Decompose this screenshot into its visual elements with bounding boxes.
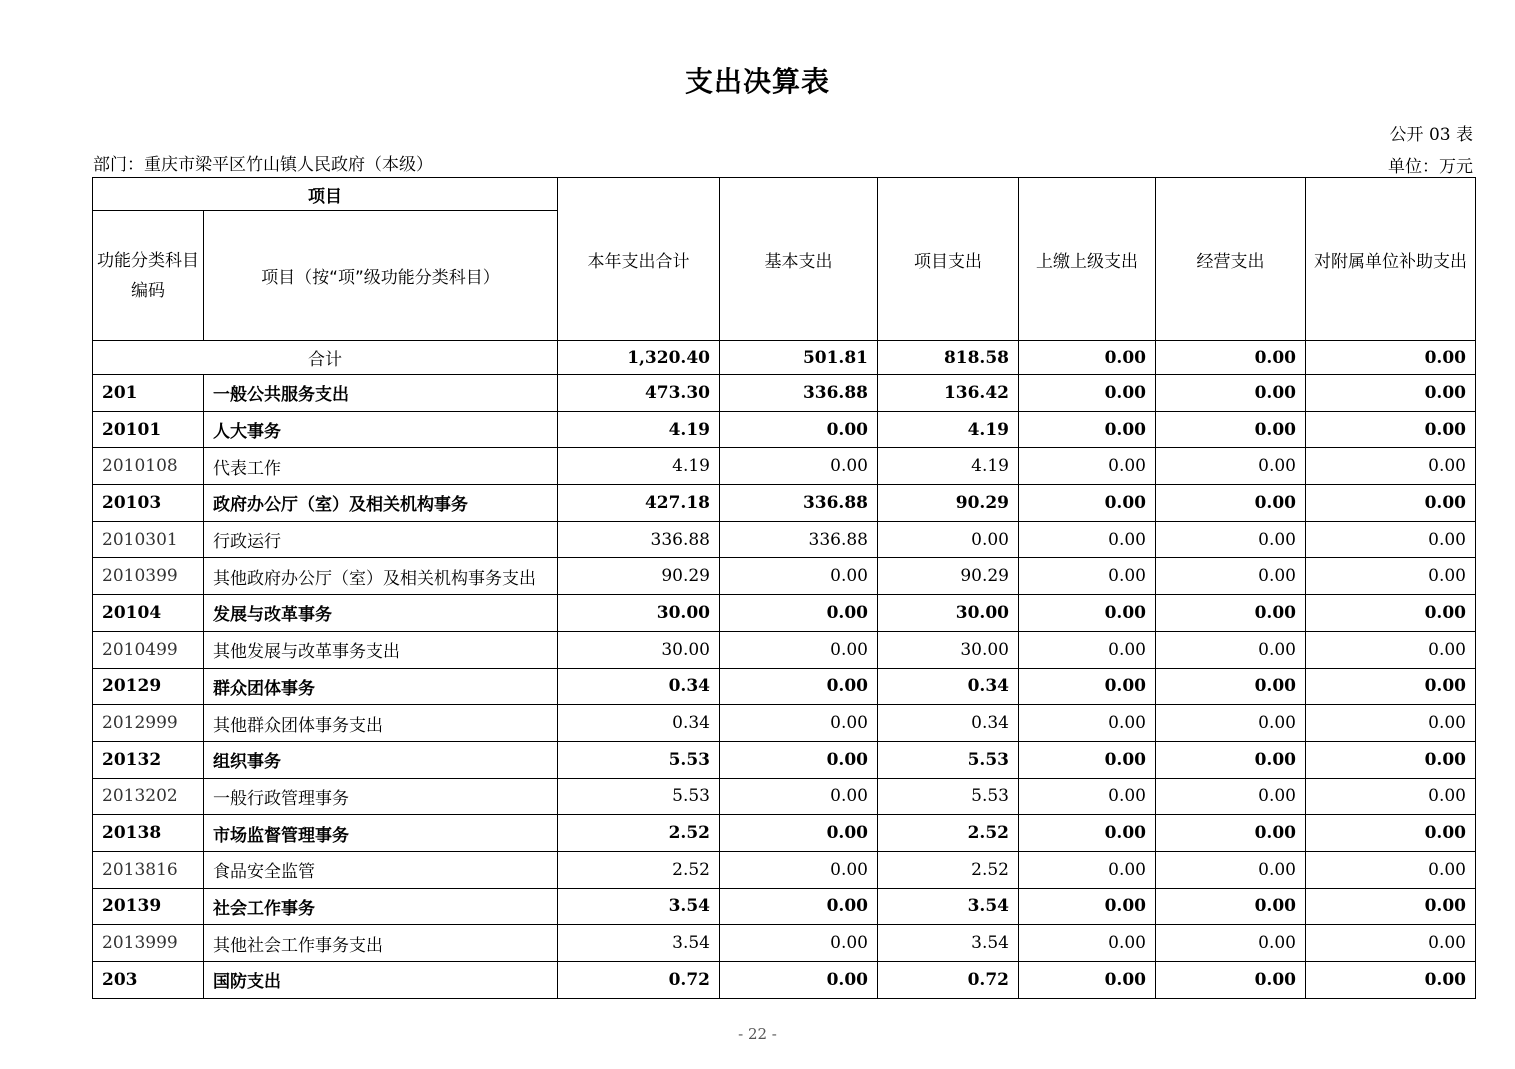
row-value: 0.00: [720, 631, 878, 668]
row-value: 3.54: [878, 888, 1019, 925]
row-code: 20132: [93, 741, 204, 778]
row-value: 2.52: [878, 851, 1019, 888]
table-row: [93, 815, 1476, 852]
row-value: 0.00: [720, 888, 878, 925]
row-code: 201: [93, 375, 204, 412]
row-value: 0.00: [720, 595, 878, 632]
row-value: 0.00: [1156, 485, 1306, 522]
row-value: 5.53: [558, 778, 720, 815]
row-name: 一般行政管理事务: [204, 778, 558, 815]
row-name: 代表工作: [204, 448, 558, 485]
row-value: 336.88: [720, 375, 878, 412]
row-value: 0.00: [1156, 925, 1306, 962]
row-name: 食品安全监管: [204, 851, 558, 888]
header-total: 本年支出合计: [558, 178, 720, 341]
row-value: 0.00: [1019, 595, 1156, 632]
row-name: 一般公共服务支出: [204, 375, 558, 412]
table-row: [93, 375, 1476, 412]
row-value: 4.19: [878, 448, 1019, 485]
row-value: 0.00: [1156, 851, 1306, 888]
row-value: 0.00: [1306, 485, 1476, 522]
table-body: [93, 341, 1476, 999]
row-value: 0.00: [1019, 448, 1156, 485]
row-code: 2013816: [93, 851, 204, 888]
row-value: 30.00: [558, 595, 720, 632]
total-cell: 1,320.40: [558, 341, 720, 375]
row-name: 发展与改革事务: [204, 595, 558, 632]
unit-label: 单位：万元: [1388, 157, 1473, 177]
row-code: 20139: [93, 888, 204, 925]
row-value: 0.00: [1306, 962, 1476, 999]
table-row: [93, 925, 1476, 962]
row-value: 0.00: [1306, 815, 1476, 852]
row-value: 5.53: [878, 741, 1019, 778]
row-value: 0.34: [558, 705, 720, 742]
table-row: [93, 485, 1476, 522]
row-value: 0.00: [1306, 705, 1476, 742]
row-value: 0.00: [1156, 741, 1306, 778]
row-value: 0.00: [1306, 521, 1476, 558]
row-value: 136.42: [878, 375, 1019, 412]
row-value: 30.00: [878, 595, 1019, 632]
row-value: 0.00: [1156, 375, 1306, 412]
row-value: 0.00: [1306, 851, 1476, 888]
row-value: 0.00: [1156, 411, 1306, 448]
row-name: 其他社会工作事务支出: [204, 925, 558, 962]
row-value: 0.00: [1306, 668, 1476, 705]
row-name: 人大事务: [204, 411, 558, 448]
total-cell: 0.00: [1306, 341, 1476, 375]
row-value: 0.00: [1306, 375, 1476, 412]
row-value: 30.00: [878, 631, 1019, 668]
row-value: 0.00: [878, 521, 1019, 558]
row-value: 0.00: [720, 741, 878, 778]
row-value: 336.88: [720, 521, 878, 558]
row-value: 0.72: [878, 962, 1019, 999]
row-code: 2013202: [93, 778, 204, 815]
row-name: 其他发展与改革事务支出: [204, 631, 558, 668]
table-row: [93, 595, 1476, 632]
table-row: [93, 411, 1476, 448]
row-value: 0.00: [720, 448, 878, 485]
row-value: 0.00: [1306, 741, 1476, 778]
table-row: [93, 741, 1476, 778]
row-value: 0.00: [1019, 375, 1156, 412]
row-value: 0.00: [720, 815, 878, 852]
table-row: [93, 962, 1476, 999]
row-value: 0.72: [558, 962, 720, 999]
row-value: 0.00: [1306, 595, 1476, 632]
row-name: 社会工作事务: [204, 888, 558, 925]
row-value: 2.52: [558, 815, 720, 852]
row-value: 3.54: [878, 925, 1019, 962]
total-cell: 0.00: [1156, 341, 1306, 375]
page-title: 支出决算表: [684, 65, 830, 98]
header-project-expense: 项目支出: [878, 178, 1019, 341]
row-value: 427.18: [558, 485, 720, 522]
row-value: 90.29: [878, 485, 1019, 522]
row-code: 2010108: [93, 448, 204, 485]
row-value: 0.00: [1019, 705, 1156, 742]
row-value: 0.00: [1306, 411, 1476, 448]
header-upper: 上缴上级支出: [1019, 178, 1156, 341]
total-label: 合计: [93, 341, 558, 375]
row-value: 0.34: [878, 668, 1019, 705]
row-name: 政府办公厅（室）及相关机构事务: [204, 485, 558, 522]
row-code: 2010399: [93, 558, 204, 595]
row-value: 0.00: [1019, 485, 1156, 522]
row-value: 0.00: [1156, 778, 1306, 815]
row-value: 0.00: [1019, 668, 1156, 705]
total-cell: 818.58: [878, 341, 1019, 375]
row-value: 0.00: [720, 851, 878, 888]
row-value: 0.00: [1019, 962, 1156, 999]
row-value: 3.54: [558, 888, 720, 925]
row-value: 473.30: [558, 375, 720, 412]
table-row: [93, 778, 1476, 815]
row-value: 4.19: [878, 411, 1019, 448]
row-value: 0.00: [1156, 668, 1306, 705]
table-row: [93, 851, 1476, 888]
header-subsidy: 对附属单位补助支出: [1306, 178, 1476, 341]
row-value: 336.88: [558, 521, 720, 558]
row-value: 0.00: [1019, 631, 1156, 668]
row-value: 0.00: [720, 668, 878, 705]
row-value: 0.34: [878, 705, 1019, 742]
row-code: 20104: [93, 595, 204, 632]
total-row: [93, 341, 1476, 375]
row-value: 0.00: [1156, 631, 1306, 668]
row-value: 0.00: [1019, 558, 1156, 595]
table-row: [93, 668, 1476, 705]
row-name: 其他政府办公厅（室）及相关机构事务支出: [204, 558, 558, 595]
row-value: 0.00: [720, 925, 878, 962]
header-project: 项目: [93, 178, 558, 211]
row-value: 0.00: [1156, 962, 1306, 999]
row-value: 0.00: [1306, 631, 1476, 668]
row-code: 203: [93, 962, 204, 999]
total-cell: 0.00: [1019, 341, 1156, 375]
row-value: 90.29: [558, 558, 720, 595]
row-value: 0.00: [1156, 558, 1306, 595]
row-code: 20103: [93, 485, 204, 522]
row-value: 5.53: [558, 741, 720, 778]
row-code: 20129: [93, 668, 204, 705]
row-value: 90.29: [878, 558, 1019, 595]
row-value: 2.52: [558, 851, 720, 888]
row-value: 0.00: [1156, 888, 1306, 925]
row-value: 0.00: [1019, 778, 1156, 815]
row-value: 0.00: [1019, 815, 1156, 852]
row-value: 0.00: [1019, 851, 1156, 888]
row-value: 30.00: [558, 631, 720, 668]
row-value: 0.00: [1019, 521, 1156, 558]
table-row: [93, 448, 1476, 485]
row-value: 0.00: [1306, 448, 1476, 485]
row-value: 0.00: [1156, 705, 1306, 742]
row-value: 2.52: [878, 815, 1019, 852]
row-value: 0.00: [720, 778, 878, 815]
header-name: 项目（按“项”级功能分类科目）: [204, 211, 558, 341]
table-row: [93, 705, 1476, 742]
row-name: 其他群众团体事务支出: [204, 705, 558, 742]
form-number: 公开 03 表: [1389, 125, 1473, 145]
row-value: 0.00: [1019, 925, 1156, 962]
row-value: 5.53: [878, 778, 1019, 815]
row-value: 0.00: [1306, 558, 1476, 595]
row-code: 2010301: [93, 521, 204, 558]
row-code: 2010499: [93, 631, 204, 668]
table-row: [93, 631, 1476, 668]
row-value: 0.00: [1306, 925, 1476, 962]
row-code: 2012999: [93, 705, 204, 742]
row-name: 国防支出: [204, 962, 558, 999]
row-value: 0.00: [720, 962, 878, 999]
row-value: 0.00: [720, 705, 878, 742]
row-code: 2013999: [93, 925, 204, 962]
table-row: [93, 521, 1476, 558]
row-value: 3.54: [558, 925, 720, 962]
table-row: [93, 888, 1476, 925]
page-number: - 22 -: [738, 1025, 777, 1043]
row-value: 0.00: [1156, 595, 1306, 632]
row-value: 0.00: [1306, 888, 1476, 925]
row-name: 市场监督管理事务: [204, 815, 558, 852]
row-value: 0.34: [558, 668, 720, 705]
row-code: 20101: [93, 411, 204, 448]
expenditure-table: [92, 177, 1476, 999]
row-code: 20138: [93, 815, 204, 852]
header-code: 功能分类科目编码: [93, 211, 204, 341]
row-value: 0.00: [720, 411, 878, 448]
header-basic: 基本支出: [720, 178, 878, 341]
row-value: 4.19: [558, 448, 720, 485]
row-value: 0.00: [1156, 521, 1306, 558]
row-value: 0.00: [1156, 815, 1306, 852]
row-value: 0.00: [1156, 448, 1306, 485]
row-value: 336.88: [720, 485, 878, 522]
row-value: 0.00: [1019, 888, 1156, 925]
department-label: 部门：重庆市梁平区竹山镇人民政府（本级）: [93, 155, 433, 175]
row-name: 行政运行: [204, 521, 558, 558]
row-value: 0.00: [720, 558, 878, 595]
row-value: 4.19: [558, 411, 720, 448]
row-value: 0.00: [1019, 741, 1156, 778]
header-business: 经营支出: [1156, 178, 1306, 341]
total-cell: 501.81: [720, 341, 878, 375]
row-name: 群众团体事务: [204, 668, 558, 705]
table-row: [93, 558, 1476, 595]
row-name: 组织事务: [204, 741, 558, 778]
row-value: 0.00: [1019, 411, 1156, 448]
row-value: 0.00: [1306, 778, 1476, 815]
